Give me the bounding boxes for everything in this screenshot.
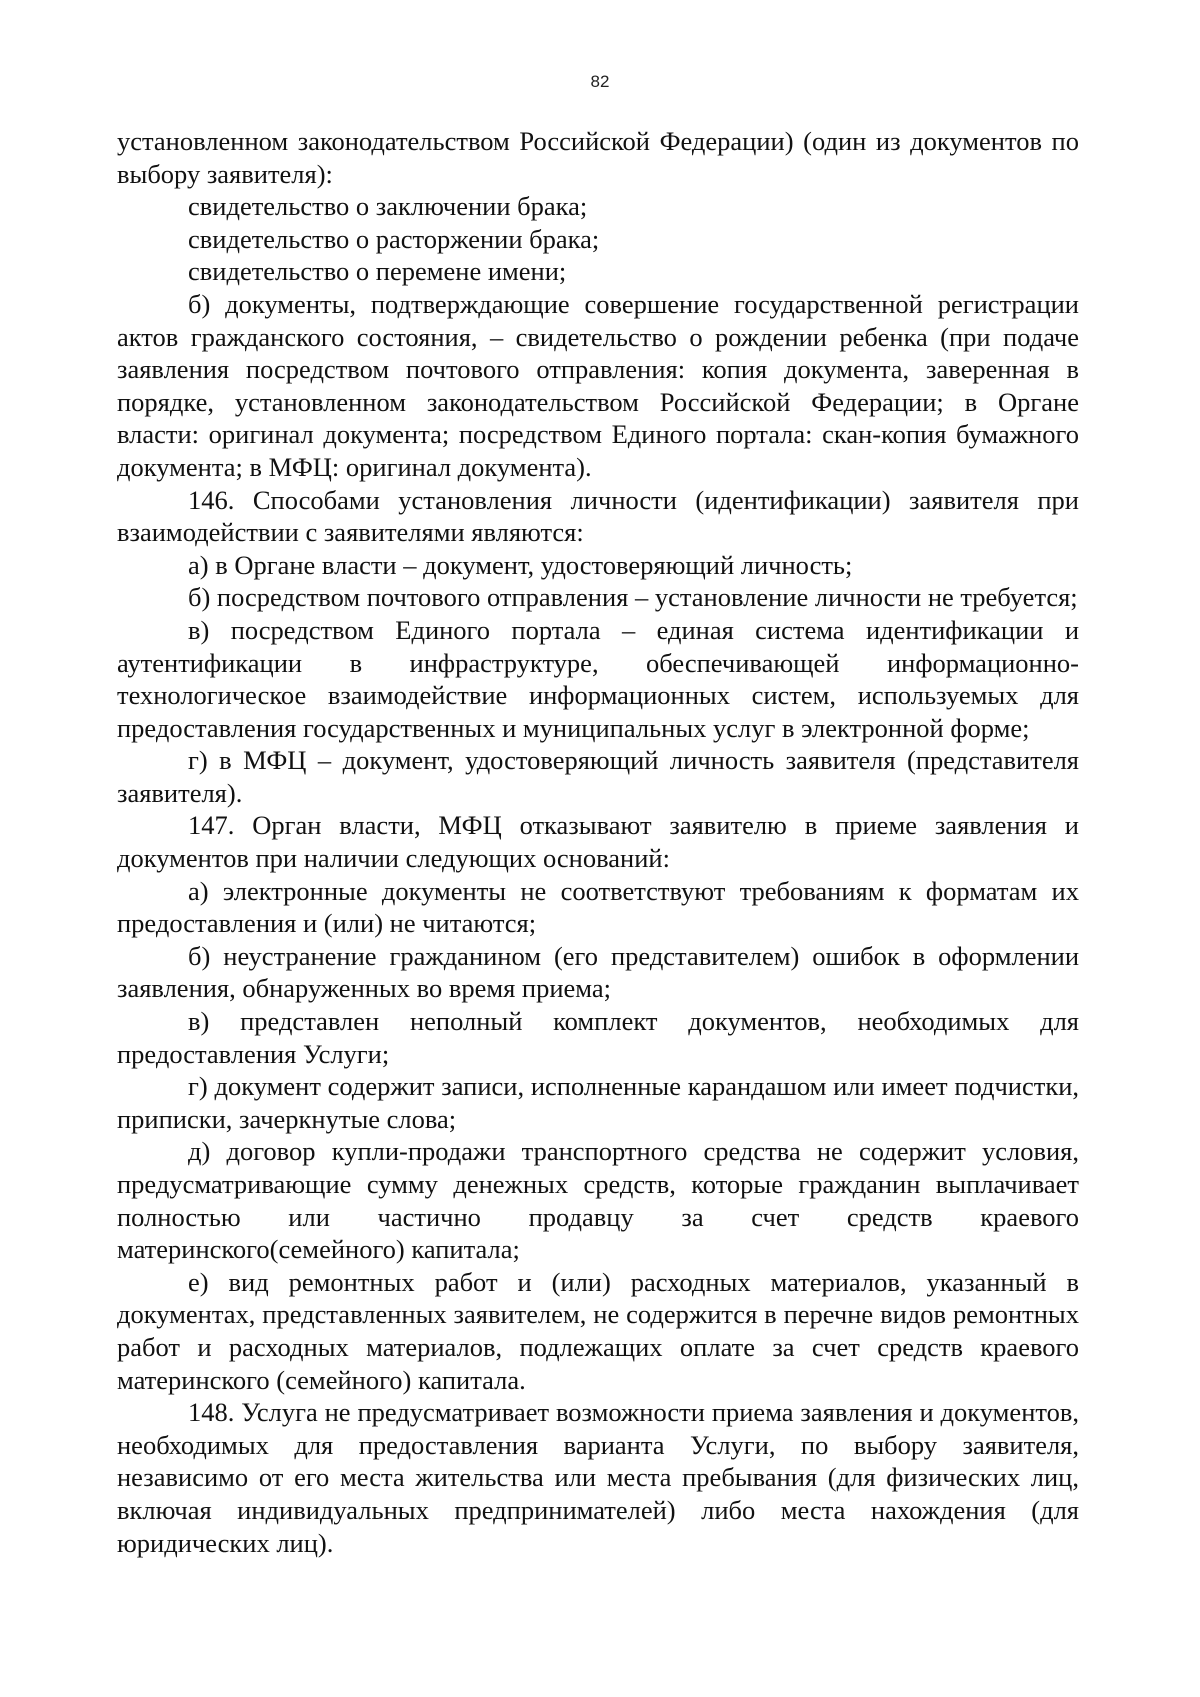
paragraph-147-a: а) электронные документы не соответствуют требованиям к форматам их предоставления и (или) не читаются; [117,875,1079,939]
paragraph-146-g: г) в МФЦ – документ, удостоверяющий личность заявителя (представителя заявителя). [117,745,1079,808]
paragraph-147: 147. Орган власти, МФЦ отказывают заявителю в приеме заявления и документов при наличии следующих оснований: [117,810,1079,874]
paragraph-147-b: б) неустранение гражданином (его представителем) ошибок в оформлении заявления, обнаруженных во время приема; [117,940,1079,1004]
list-item-divorce-certificate: свидетельство о расторжении брака; [188,223,600,254]
paragraph-148: 148. Услуга не предусматривает возможности приема заявления и документов, необходимых для предоставления варианта Услуги, по выбору заявителя, независимо от его места жительства или места пребывания (для физических лиц, включая индивидуальных предпринимателей) либо места нахождения (для юридических лиц). [117,1397,1079,1558]
paragraph-civil-status-documents: б) документы, подтверждающие совершение государственной регистрации актов гражданского состояния, – свидетельство о рождении ребенка (при подаче заявления посредством почтового отправления: копия документа, заверенная в порядке, установленном законодательством Российской Федерации; в Органе власти: оригинал документа; посредством Единого портала: скан-копия бумажного документа; в МФЦ: оригинал документа). [117,288,1079,482]
page-number: 82 [590,72,610,91]
paragraph-147-d: д) договор купли-продажи транспортного средства не содержит условия, предусматривающие сумму денежных средств, которые гражданин выплачивает полностью или частично продавцу за счет средств краевого материнского(семейного) капитала; [117,1136,1079,1265]
list-item-name-change-certificate: свидетельство о перемене имени; [188,256,567,287]
document-body [117,125,1079,1559]
paragraph-147-g: г) документ содержит записи, исполненные карандашом или имеет подчистки, приписки, зачеркнутые слова; [117,1071,1079,1134]
paragraph-147-v: в) представлен неполный комплект документов, необходимых для предоставления Услуги; [117,1006,1079,1069]
list-item-marriage-certificate: свидетельство о заключении брака; [188,191,588,222]
paragraph-147-e: е) вид ремонтных работ и (или) расходных материалов, указанный в документах, представленных заявителем, не содержится в перечне видов ремонтных работ и расходных материалов, подлежащих оплате за счет средств краевого материнского (семейного) капитала. [117,1266,1079,1395]
paragraph-continuation: установленном законодательством Российской Федерации) (один из документов по выбору заявителя): [117,126,1079,189]
paragraph-146-a: а) в Органе власти – документ, удостоверяющий личность; [188,549,853,580]
paragraph-146: 146. Способами установления личности (идентификации) заявителя при взаимодействии с заявителями являются: [117,484,1079,548]
paragraph-146-v: в) посредством Единого портала – единая система идентификации и аутентификации в инфраструктуре, обеспечивающей информационно-технологическое взаимодействие информационных систем, используемых для предоставления государственных и муниципальных услуг в электронной форме; [117,614,1079,743]
paragraph-146-b: б) посредством почтового отправления – установление личности не требуется; [188,582,1078,613]
